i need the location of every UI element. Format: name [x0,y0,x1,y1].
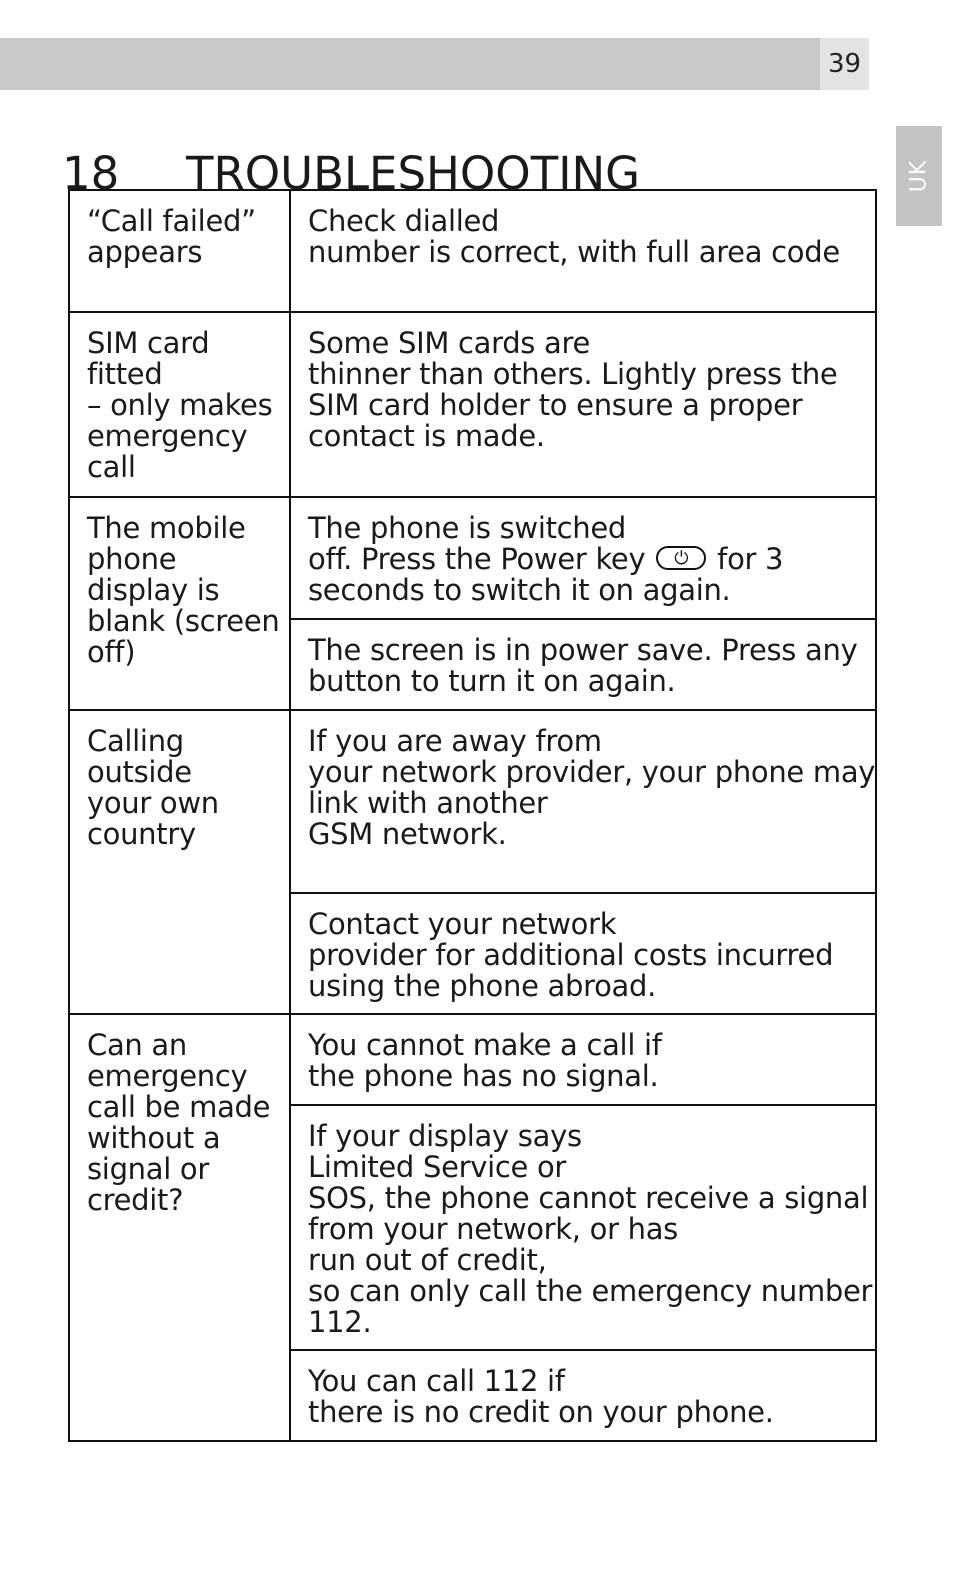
solution-text: provider for additional costs incurred [308,938,834,972]
solution-cell [290,190,876,312]
solution-text: using the phone abroad. [308,969,657,1003]
problem-cell [69,497,290,710]
problem-text: The mobile [87,511,246,545]
solution-text [308,544,859,575]
power-icon: ⏻ [656,546,706,570]
problem-text: without a [87,1121,221,1155]
solution-text: contact is made. [308,419,545,453]
solution-cell [290,497,876,619]
solution-cell [290,312,876,497]
solution-text: from your network, or has [308,1212,678,1246]
solution-cell [290,1105,876,1350]
problem-cell [69,710,290,1014]
chapter-number: 18 [62,147,120,201]
problem-text: emergency [87,419,248,453]
solution-text: The screen is in power save. Press any [308,633,858,667]
problem-text: display is [87,573,220,607]
problem-text: emergency [87,1059,248,1093]
problem-text: fitted [87,357,163,391]
solution-cell [290,893,876,1014]
page-number: 39 [820,38,869,90]
solution-text: link with another [308,786,548,820]
language-tab [896,126,942,226]
solution-text-part: off. Press the Power key [308,542,646,576]
problem-text: call [87,450,136,484]
troubleshooting-table [68,189,877,1442]
table-row [69,190,876,312]
solution-cell [290,710,876,893]
solution-text: If you are away from [308,724,602,758]
table-row [69,497,876,619]
problem-text: phone [87,542,177,576]
problem-text: Calling [87,724,184,758]
solution-text: Some SIM cards are [308,326,591,360]
problem-cell [69,190,290,312]
problem-text: appears [87,235,203,269]
chapter-title: TROUBLESHOOTING [186,147,641,201]
solution-text: so can only call the emergency number [308,1274,873,1308]
problem-text: your own [87,786,219,820]
solution-text: 112. [308,1305,372,1339]
solution-text: SIM card holder to ensure a proper [308,388,803,422]
solution-text: Check dialled [308,204,500,238]
problem-text: credit? [87,1183,184,1217]
header-bar [0,38,820,90]
problem-text: signal or [87,1152,209,1186]
problem-text: off) [87,635,136,669]
solution-text: GSM network. [308,817,507,851]
solution-text: seconds to switch it on again. [308,573,731,607]
solution-text: button to turn it on again. [308,664,676,698]
problem-text: blank (screen [87,604,280,638]
problem-text: outside [87,755,192,789]
problem-text: call be made [87,1090,271,1124]
problem-text: country [87,817,196,851]
solution-text: The phone is switched [308,511,627,545]
problem-text: Can an [87,1028,187,1062]
solution-text: number is correct, with full area code [308,235,840,269]
solution-text: SOS, the phone cannot receive a signal [308,1181,869,1215]
table-row [69,312,876,497]
problem-cell [69,312,290,497]
solution-text: your network provider, your phone may [308,755,876,789]
language-tab-label: UK [906,159,932,193]
solution-cell [290,1350,876,1441]
solution-text: thinner than others. Lightly press the [308,357,838,391]
problem-text: – only makes [87,388,273,422]
table-row [69,1014,876,1105]
solution-text: Contact your network [308,907,617,941]
solution-text: the phone has no signal. [308,1059,659,1093]
problem-text: “Call failed” [87,204,256,238]
solution-text: there is no credit on your phone. [308,1395,774,1429]
problem-text: SIM card [87,326,210,360]
solution-text: Limited Service or [308,1150,567,1184]
problem-cell [69,1014,290,1441]
solution-cell [290,619,876,710]
solution-text: If your display says [308,1119,582,1153]
solution-text: run out of credit, [308,1243,547,1277]
solution-text: You can call 112 if [308,1364,565,1398]
solution-text: You cannot make a call if [308,1028,662,1062]
solution-text-part: for 3 [717,542,784,576]
solution-cell [290,1014,876,1105]
table-row [69,710,876,893]
